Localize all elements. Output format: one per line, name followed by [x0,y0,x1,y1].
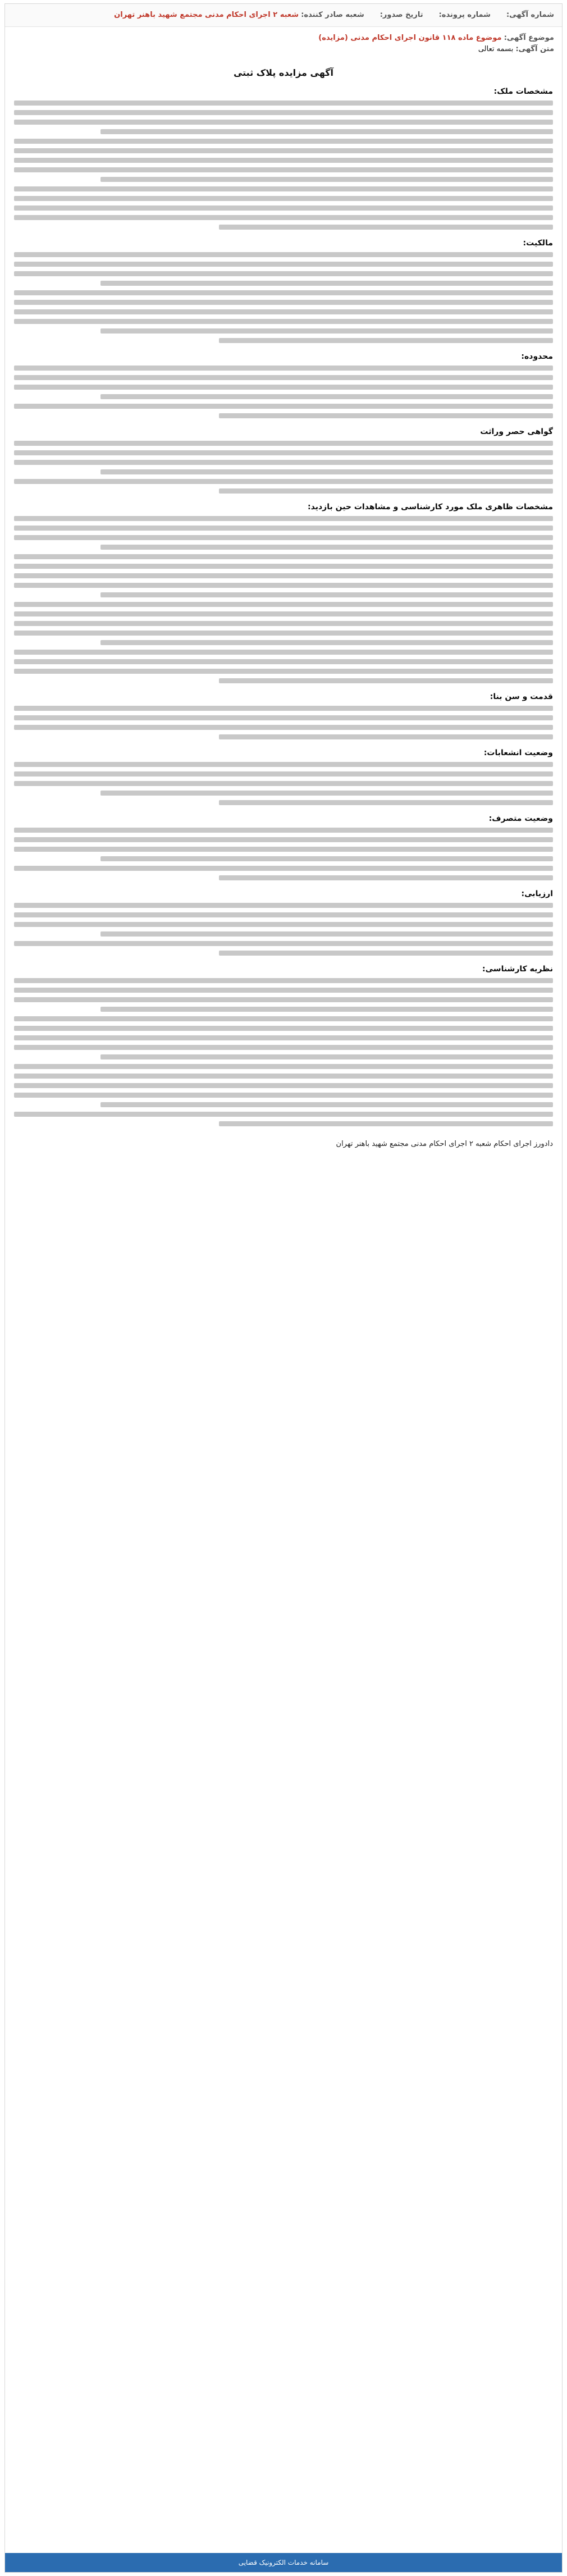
header-field-label: شماره پرونده: [438,11,491,19]
text-line-placeholder [14,1112,553,1117]
footer-text: سامانه خدمات الکترونیک قضایی [238,2559,329,2566]
text-line-placeholder [14,441,553,446]
document-section [14,352,553,418]
text-line-placeholder [14,366,553,371]
section-paragraph [14,828,553,880]
text-line-placeholder [14,110,553,115]
section-paragraph [14,366,553,418]
header-field [380,10,423,21]
section-paragraph [14,978,553,1126]
text-line-placeholder [14,1064,553,1069]
notice-header [5,4,562,27]
text-line-placeholder [14,1026,553,1031]
topic-label: موضوع آگهی: [504,34,554,42]
header-field [114,10,364,21]
text-line-placeholder [14,669,553,674]
text-line-placeholder [14,262,553,267]
text-line-placeholder [14,139,553,144]
section-title: وضعیت متصرف: [488,814,553,823]
text-line-placeholder [219,225,553,230]
text-line-placeholder [100,328,553,334]
text-line-placeholder [14,631,553,636]
text-line-placeholder [14,450,553,455]
text-line-placeholder [14,828,553,833]
text-line-placeholder [100,640,553,645]
text-line-placeholder [100,469,553,474]
text-line-placeholder [14,903,553,908]
text-line-placeholder [219,678,553,683]
document-section [14,814,553,880]
text-line-placeholder [14,573,553,578]
document-section [14,889,553,956]
text-line-placeholder [14,1083,553,1088]
text-line-placeholder [219,875,553,880]
text-line-placeholder [14,158,553,163]
text-line-placeholder [14,847,553,852]
text-line-placeholder [14,479,553,484]
text-line-placeholder [14,583,553,588]
document-section [14,239,553,343]
text-line-placeholder [100,545,553,550]
header-field [439,10,491,21]
text-line-placeholder [14,101,553,106]
text-line-placeholder [100,129,553,134]
text-line-placeholder [14,715,553,720]
notice-meta [5,27,562,57]
section-paragraph [14,516,553,683]
text-line-placeholder [14,762,553,767]
document-section [14,965,553,1126]
document-section [14,748,553,805]
text-line-placeholder [219,338,553,343]
text-line-placeholder [14,167,553,172]
text-line-placeholder [100,791,553,796]
text-line-placeholder [14,997,553,1002]
text-line-placeholder [219,734,553,739]
signature: دادورز اجرای احکام شعبه ۲ اجرای احکام مدنی مجتمع شهید باهنر تهران [336,1140,553,1148]
text-line-placeholder [100,177,553,182]
text-line-placeholder [219,800,553,805]
text-line-placeholder [14,706,553,711]
document-page [4,3,563,2573]
text-line-placeholder [14,922,553,927]
text-line-placeholder [14,988,553,993]
section-title: محدوده: [521,352,553,361]
text-line-placeholder [14,460,553,465]
text-line-placeholder [14,978,553,983]
section-title: مشخصات ملک: [493,87,553,96]
text-line-placeholder [14,1074,553,1079]
text-line-placeholder [14,385,553,390]
text-line-placeholder [14,866,553,871]
header-field [506,10,554,21]
text-line-placeholder [14,300,553,305]
text-line-placeholder [14,186,553,191]
text-line-placeholder [100,1007,553,1012]
header-field-value: شعبه ۲ اجرای احکام مدنی مجتمع شهید باهنر تهران [114,11,299,19]
text-line-placeholder [14,205,553,211]
document-section [14,427,553,494]
text-line-placeholder [14,290,553,295]
text-line-placeholder [14,516,553,521]
text-line-placeholder [14,120,553,125]
text-line-placeholder [14,611,553,616]
text-line-placeholder [100,931,553,937]
text-line-placeholder [14,215,553,220]
section-paragraph [14,101,553,230]
text-line-placeholder [14,271,553,276]
text-line-placeholder [14,771,553,777]
document-section [14,87,553,230]
text-line-placeholder [14,319,553,324]
section-title: گواهی حصر وراثت [480,427,553,436]
header-field-label: شماره آگهی: [506,11,554,19]
topic-row [13,33,554,44]
text-line-placeholder [14,650,553,655]
text-line-placeholder [14,1035,553,1040]
text-line-placeholder [219,951,553,956]
text-line-placeholder [100,1054,553,1059]
section-paragraph [14,441,553,494]
section-paragraph [14,903,553,956]
text-line-placeholder [219,488,553,494]
header-field-label: شعبه صادر کننده: [301,11,364,19]
document-title: آگهی مزایده پلاک ثبتی [233,67,334,78]
topic-value: موضوع ماده ۱۱۸ قانون اجرای احکام مدنی (مزایده) [318,34,502,42]
section-title: وضعیت انشعابات: [483,748,553,757]
text-line-placeholder [14,1045,553,1050]
text-line-placeholder [219,1121,553,1126]
text-line-placeholder [14,404,553,409]
section-title: مالکیت: [523,239,553,248]
text-line-placeholder [100,281,553,286]
text-line-placeholder [14,941,553,946]
section-paragraph [14,706,553,739]
section-title: قدمت و سن بنا: [490,692,553,701]
text-line-placeholder [100,1102,553,1107]
text-line-placeholder [14,554,553,559]
text-line-placeholder [14,526,553,531]
text-line-placeholder [14,564,553,569]
body-value: بسمه تعالی [478,45,514,53]
section-title: نظریه کارشناسی: [482,965,553,974]
text-line-placeholder [100,592,553,597]
text-line-placeholder [14,837,553,842]
text-line-placeholder [14,621,553,626]
notice-content [5,57,562,1158]
text-line-placeholder [14,148,553,153]
document-section [14,692,553,739]
document-section [14,503,553,683]
section-paragraph [14,252,553,343]
text-line-placeholder [14,659,553,664]
text-line-placeholder [219,413,553,418]
text-line-placeholder [14,912,553,917]
body-row [13,44,554,55]
text-line-placeholder [14,1016,553,1021]
text-line-placeholder [14,781,553,786]
section-paragraph [14,762,553,805]
site-footer [5,2553,562,2572]
text-line-placeholder [14,725,553,730]
text-line-placeholder [100,394,553,399]
text-line-placeholder [14,196,553,201]
text-line-placeholder [14,252,553,257]
text-line-placeholder [14,602,553,607]
text-line-placeholder [14,1093,553,1098]
text-line-placeholder [100,856,553,861]
text-line-placeholder [14,309,553,314]
section-title: مشخصات ظاهری ملک مورد کارشناسی و مشاهدات حین بازدید: [308,503,553,511]
body-label: متن آگهی: [515,45,554,53]
document-sections [14,87,553,1126]
header-field-label: تاریخ صدور: [379,11,423,19]
text-line-placeholder [14,375,553,380]
text-line-placeholder [14,535,553,540]
section-title: ارزیابی: [521,889,553,898]
